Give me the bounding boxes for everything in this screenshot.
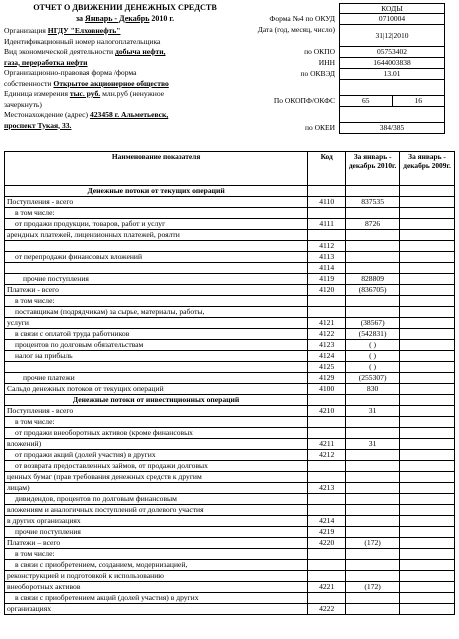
row-name: Денежные потоки от инвестиционных операций xyxy=(5,395,308,406)
row-code: 4112 xyxy=(308,241,346,252)
table-row xyxy=(5,197,455,208)
org-line xyxy=(4,89,256,100)
table-row xyxy=(5,417,455,428)
row-previous-value xyxy=(400,252,455,263)
row-name: в том числе: xyxy=(5,296,308,307)
codes-grid xyxy=(243,14,446,134)
row-previous-value xyxy=(400,241,455,252)
row-code: 4100 xyxy=(308,384,346,395)
code-row-spacer xyxy=(243,80,446,96)
row-previous-value xyxy=(400,373,455,384)
row-code: 4123 xyxy=(308,340,346,351)
row-code: 4125 xyxy=(308,362,346,373)
code-label: Форма №4 по ОКУД xyxy=(269,14,335,23)
row-name xyxy=(5,263,308,274)
row-name: Поступления - всего xyxy=(5,197,308,208)
row-current-value xyxy=(346,263,400,274)
code-label: по ОКВЭД xyxy=(300,69,335,78)
row-code xyxy=(308,571,346,582)
address-value-cont: проспект Тукая, 33. xyxy=(4,120,72,130)
row-current-value xyxy=(346,604,400,615)
row-previous-value xyxy=(400,450,455,461)
row-name: арендных платежей, лицензионных платежей, роялти xyxy=(5,230,308,241)
table-row xyxy=(5,340,455,351)
table-row xyxy=(5,362,455,373)
row-previous-value xyxy=(400,296,455,307)
code-row-inn xyxy=(243,58,446,69)
row-code: 4221 xyxy=(308,582,346,593)
code-row-okopf xyxy=(243,96,446,107)
row-code: 4214 xyxy=(308,516,346,527)
period-prefix: за xyxy=(75,14,84,23)
row-name: прочие платежи xyxy=(5,373,308,384)
codes-heading: КОДЫ xyxy=(339,3,445,14)
row-code xyxy=(308,593,346,604)
row-previous-value xyxy=(400,483,455,494)
row-code xyxy=(308,505,346,516)
table-row xyxy=(5,549,455,560)
row-previous-value xyxy=(400,219,455,230)
row-previous-value xyxy=(400,274,455,285)
row-previous-value xyxy=(400,428,455,439)
table-row xyxy=(5,406,455,417)
row-name xyxy=(5,362,308,373)
row-previous-value xyxy=(400,340,455,351)
row-name: услуги xyxy=(5,318,308,329)
row-name: от перепродажи финансовых вложений xyxy=(5,252,308,263)
table-row xyxy=(5,208,455,219)
table-row xyxy=(5,516,455,527)
code-value: 0710004 xyxy=(339,14,445,25)
code-row-okpo xyxy=(243,47,446,58)
row-current-value: 828809 xyxy=(346,274,400,285)
row-name: в том числе: xyxy=(5,549,308,560)
row-code xyxy=(308,472,346,483)
row-code: 4129 xyxy=(308,373,346,384)
table-row xyxy=(5,186,455,197)
row-previous-value xyxy=(400,593,455,604)
row-code: 4210 xyxy=(308,406,346,417)
row-current-value: ( ) xyxy=(346,362,400,373)
row-current-value xyxy=(346,450,400,461)
table-row xyxy=(5,483,455,494)
code-value: 31|12|2010 xyxy=(339,25,445,47)
row-code: 4211 xyxy=(308,439,346,450)
row-name: от продажи акций (долей участия) в других xyxy=(5,450,308,461)
row-previous-value xyxy=(400,472,455,483)
row-code xyxy=(308,296,346,307)
row-previous-value xyxy=(400,461,455,472)
table-row xyxy=(5,538,455,549)
row-name: в том числе: xyxy=(5,417,308,428)
row-code: 4114 xyxy=(308,263,346,274)
row-name: в связи с приобретением акций (долей участия) в других xyxy=(5,593,308,604)
row-code: 4213 xyxy=(308,483,346,494)
table-row xyxy=(5,461,455,472)
row-current-value: (172) xyxy=(346,538,400,549)
row-current-value xyxy=(346,571,400,582)
row-previous-value xyxy=(400,549,455,560)
code-value-b: 16 xyxy=(414,96,422,105)
row-name: в связи с приобретением, созданием, модернизацией, xyxy=(5,560,308,571)
code-row-date xyxy=(243,25,446,47)
org-line: Идентификационный номер налогоплательщика xyxy=(4,36,161,46)
row-previous-value xyxy=(400,307,455,318)
code-row-okud xyxy=(243,14,446,25)
row-current-value xyxy=(346,395,400,406)
table-row xyxy=(5,395,455,406)
row-previous-value xyxy=(400,406,455,417)
row-name: вложениям и аналогичных поступлений от долевого участия xyxy=(5,505,308,516)
address-value: 423458 г. Альметьевск, xyxy=(89,110,169,119)
row-name: дивидендов, процентов по долговым финансовым xyxy=(5,494,308,505)
row-previous-value xyxy=(400,494,455,505)
row-current-value: (255307) xyxy=(346,373,400,384)
row-previous-value xyxy=(400,263,455,274)
row-current-value xyxy=(346,307,400,318)
row-code xyxy=(308,307,346,318)
activity-label: Вид экономической деятельности xyxy=(4,47,114,56)
code-value: 13.01 xyxy=(339,69,445,80)
code-row-okei xyxy=(243,123,446,134)
report-period xyxy=(14,14,236,23)
row-current-value xyxy=(346,527,400,538)
table-row xyxy=(5,450,455,461)
table-row xyxy=(5,604,455,615)
row-name: реконструкцией и подготовкой к использованию xyxy=(5,571,308,582)
row-name: ценных бумаг (прав требования денежных средств к другим xyxy=(5,472,308,483)
row-name: в других организациях xyxy=(5,516,308,527)
row-current-value: 31 xyxy=(346,406,400,417)
org-line: Организационно-правовая форма /форма xyxy=(4,68,137,77)
organization-info xyxy=(4,26,256,131)
row-code: 4110 xyxy=(308,197,346,208)
code-row-okved xyxy=(243,69,446,80)
org-line xyxy=(4,121,256,132)
row-code xyxy=(308,395,346,406)
code-value: 1644003838 xyxy=(339,58,445,69)
table-row xyxy=(5,384,455,395)
row-current-value xyxy=(346,516,400,527)
row-previous-value xyxy=(400,417,455,428)
table-row xyxy=(5,263,455,274)
code-label-empty xyxy=(243,107,339,123)
row-code: 4120 xyxy=(308,285,346,296)
row-name: в связи с оплатой труда работников xyxy=(5,329,308,340)
row-current-value xyxy=(346,494,400,505)
table-row xyxy=(5,428,455,439)
table-row xyxy=(5,318,455,329)
table-row xyxy=(5,230,455,241)
row-name: поставщикам (подрядчикам) за сырье, материалы, работы, xyxy=(5,307,308,318)
row-code: 4222 xyxy=(308,604,346,615)
row-current-value xyxy=(346,549,400,560)
code-value-empty xyxy=(339,107,445,123)
row-current-value xyxy=(346,505,400,516)
row-code xyxy=(308,428,346,439)
row-previous-value xyxy=(400,538,455,549)
row-previous-value xyxy=(400,208,455,219)
row-name: процентов по долговым обязательствам xyxy=(5,340,308,351)
row-code xyxy=(308,549,346,560)
row-name: от возврата предоставленных займов, от продажи долговых xyxy=(5,461,308,472)
row-name: внеоборотных активов xyxy=(5,582,308,593)
row-code: 4121 xyxy=(308,318,346,329)
table-header-row xyxy=(5,152,455,186)
row-code xyxy=(308,494,346,505)
row-code: 4122 xyxy=(308,329,346,340)
row-code: 4220 xyxy=(308,538,346,549)
row-previous-value xyxy=(400,318,455,329)
row-previous-value xyxy=(400,527,455,538)
row-current-value xyxy=(346,186,400,197)
table-row xyxy=(5,351,455,362)
row-previous-value xyxy=(400,560,455,571)
row-previous-value xyxy=(400,505,455,516)
row-code: 4212 xyxy=(308,450,346,461)
row-current-value xyxy=(346,461,400,472)
table-row xyxy=(5,593,455,604)
code-label: ИНН xyxy=(318,58,335,67)
table-row xyxy=(5,274,455,285)
row-code: 4219 xyxy=(308,527,346,538)
table-row xyxy=(5,472,455,483)
row-previous-value xyxy=(400,186,455,197)
table-body xyxy=(5,186,455,615)
code-value-empty xyxy=(339,80,445,96)
row-code xyxy=(308,230,346,241)
row-previous-value xyxy=(400,362,455,373)
row-current-value: (38567) xyxy=(346,318,400,329)
row-previous-value xyxy=(400,571,455,582)
ownership-label: собственности xyxy=(4,78,52,88)
row-current-value xyxy=(346,208,400,219)
table-row xyxy=(5,241,455,252)
activity-value: добыча нефти, xyxy=(115,47,166,56)
row-current-value: (836705) xyxy=(346,285,400,296)
row-name: Сальдо денежных потоков от текущих операций xyxy=(5,384,308,395)
row-code xyxy=(308,186,346,197)
row-name: налог на прибыль xyxy=(5,351,308,362)
row-previous-value xyxy=(400,516,455,527)
report-title: ОТЧЕТ О ДВИЖЕНИИ ДЕНЕЖНЫХ СРЕДСТВ xyxy=(33,3,217,12)
table-row xyxy=(5,252,455,263)
org-line xyxy=(4,26,256,37)
unit-label: Единица измерения xyxy=(4,89,68,98)
row-code: 4119 xyxy=(308,274,346,285)
org-label: Организация xyxy=(4,26,46,35)
row-previous-value xyxy=(400,197,455,208)
row-code xyxy=(308,208,346,219)
table-row xyxy=(5,307,455,318)
row-current-value xyxy=(346,472,400,483)
row-name: Поступления - всего xyxy=(5,406,308,417)
row-previous-value xyxy=(400,582,455,593)
cash-flow-table xyxy=(4,151,455,615)
row-name: прочие поступления xyxy=(5,274,308,285)
row-name: организациях xyxy=(5,604,308,615)
code-row-spacer2 xyxy=(243,107,446,123)
row-current-value: ( ) xyxy=(346,351,400,362)
col-header-code: Код xyxy=(308,152,346,186)
row-code xyxy=(308,417,346,428)
row-name: прочие поступления xyxy=(5,527,308,538)
row-name: от продажи внеоборотных активов (кроме финансовых xyxy=(5,428,308,439)
code-label: по ОКПО xyxy=(304,47,335,56)
row-current-value xyxy=(346,296,400,307)
row-previous-value xyxy=(400,329,455,340)
row-previous-value xyxy=(400,384,455,395)
col-header-previous: За январь - декабрь 2009г. xyxy=(400,152,455,186)
table-row xyxy=(5,285,455,296)
row-code: 4124 xyxy=(308,351,346,362)
col-header-name: Наименование показателя xyxy=(5,152,308,186)
table-row xyxy=(5,373,455,384)
org-line xyxy=(4,58,256,69)
period-year: 2010 г. xyxy=(151,14,175,23)
row-current-value xyxy=(346,560,400,571)
code-value: 05753402 xyxy=(339,47,445,58)
code-label: По ОКОПФ/ОКФС xyxy=(273,96,335,105)
table-row xyxy=(5,296,455,307)
address-label: Местонахождение (адрес) xyxy=(4,110,89,119)
code-label: по ОКЕИ xyxy=(304,123,335,132)
row-previous-value xyxy=(400,285,455,296)
row-name: вложений) xyxy=(5,439,308,450)
org-line: зачеркнуть) xyxy=(4,99,42,109)
row-current-value xyxy=(346,241,400,252)
row-previous-value xyxy=(400,395,455,406)
row-name xyxy=(5,241,308,252)
table-row xyxy=(5,582,455,593)
row-previous-value xyxy=(400,230,455,241)
row-name: от продажи продукции, товаров, работ и услуг xyxy=(5,219,308,230)
row-current-value: 830 xyxy=(346,384,400,395)
row-name: Платежи - всего xyxy=(5,285,308,296)
period-value: Январь - Декабрь xyxy=(85,14,150,23)
table-row xyxy=(5,505,455,516)
code-value: 384/385 xyxy=(339,123,445,134)
row-current-value: ( ) xyxy=(346,340,400,351)
table-row xyxy=(5,494,455,505)
org-line xyxy=(4,110,256,121)
org-name: НГДУ "Елховнефть" xyxy=(47,26,121,35)
table-row xyxy=(5,527,455,538)
row-current-value: 837535 xyxy=(346,197,400,208)
code-label-empty xyxy=(243,80,339,96)
row-current-value xyxy=(346,252,400,263)
row-current-value xyxy=(346,417,400,428)
unit-extra: млн.руб (ненужное xyxy=(102,89,165,98)
row-name: Платежи – всего xyxy=(5,538,308,549)
row-name: в том числе: xyxy=(5,208,308,219)
row-current-value: (172) xyxy=(346,582,400,593)
ownership-value: Открытое акционерное общество xyxy=(53,78,169,88)
row-current-value xyxy=(346,230,400,241)
row-current-value: 8726 xyxy=(346,219,400,230)
code-value-split xyxy=(339,96,445,107)
table-row xyxy=(5,219,455,230)
row-previous-value xyxy=(400,439,455,450)
table-row xyxy=(5,571,455,582)
row-name: Денежные потоки от текущих операций xyxy=(5,186,308,197)
row-code xyxy=(308,461,346,472)
table-row xyxy=(5,439,455,450)
row-current-value: 31 xyxy=(346,439,400,450)
row-code xyxy=(308,560,346,571)
table-row xyxy=(5,560,455,571)
org-line xyxy=(4,47,256,58)
org-line xyxy=(4,79,256,90)
code-value-a: 65 xyxy=(340,96,393,106)
col-header-current: За январь - декабрь 2010г. xyxy=(346,152,400,186)
row-current-value xyxy=(346,593,400,604)
row-current-value xyxy=(346,483,400,494)
code-label: Дата (год, месяц, число) xyxy=(257,25,335,34)
unit-value: тыс. руб. xyxy=(69,89,101,98)
activity-value-cont: газа, переработка нефти xyxy=(4,57,88,67)
row-code: 4113 xyxy=(308,252,346,263)
row-code: 4111 xyxy=(308,219,346,230)
row-name: лицам) xyxy=(5,483,308,494)
row-current-value: (542831) xyxy=(346,329,400,340)
table-row xyxy=(5,329,455,340)
row-previous-value xyxy=(400,351,455,362)
row-previous-value xyxy=(400,604,455,615)
row-current-value xyxy=(346,428,400,439)
